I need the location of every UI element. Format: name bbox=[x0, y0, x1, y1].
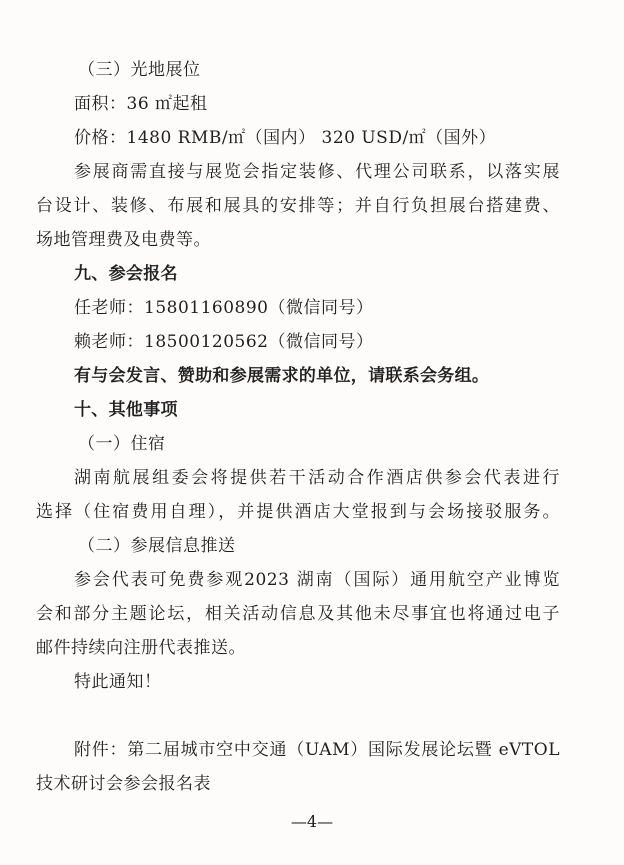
attachment-line-2: 技术研讨会参会报名表 bbox=[36, 774, 211, 794]
accommodation-line-1: 湖南航展组委会将提供若干活动合作酒店供参会代表进行 bbox=[74, 468, 560, 488]
other-heading: 十、其他事项 bbox=[74, 400, 178, 420]
accommodation-heading: （一）住宿 bbox=[78, 434, 166, 454]
attachment-line-1: 附件：第二届城市空中交通（UAM）国际发展论坛暨 eVTOL bbox=[74, 740, 560, 760]
contact-ren: 任老师：15801160890（微信同号） bbox=[74, 298, 374, 318]
booth-heading: （三）光地展位 bbox=[78, 60, 201, 80]
contact-lai: 赖老师：18500120562（微信同号） bbox=[74, 332, 374, 352]
registration-heading: 九、参会报名 bbox=[74, 264, 178, 284]
booth-note-line-2: 台设计、装修、布展和展具的安排等；并自行负担展台搭建费、 bbox=[36, 196, 560, 216]
push-heading: （二）参展信息推送 bbox=[78, 536, 236, 556]
push-line-2: 会和部分主题论坛，相关活动信息及其他未尽事宜也将通过电子 bbox=[36, 604, 560, 624]
booth-note-line-1: 参展商需直接与展览会指定装修、代理公司联系，以落实展 bbox=[74, 162, 560, 182]
booth-note-line-3: 场地管理费及电费等。 bbox=[36, 230, 211, 250]
push-line-1: 参会代表可免费参观2023 湖南（国际）通用航空产业博览 bbox=[74, 570, 560, 590]
registration-notice: 有与会发言、赞助和参展需求的单位，请联系会务组。 bbox=[74, 366, 490, 386]
closing-remark: 特此通知！ bbox=[74, 672, 162, 692]
accommodation-line-2: 选择（住宿费用自理），并提供酒店大堂报到与会场接驳服务。 bbox=[36, 502, 560, 522]
page-number: —4— bbox=[290, 812, 334, 831]
booth-price: 价格：1480 RMB/㎡（国内） 320 USD/㎡（国外） bbox=[74, 128, 497, 148]
push-line-3: 邮件持续向注册代表推送。 bbox=[36, 638, 246, 658]
booth-area: 面积：36 ㎡起租 bbox=[74, 94, 208, 114]
